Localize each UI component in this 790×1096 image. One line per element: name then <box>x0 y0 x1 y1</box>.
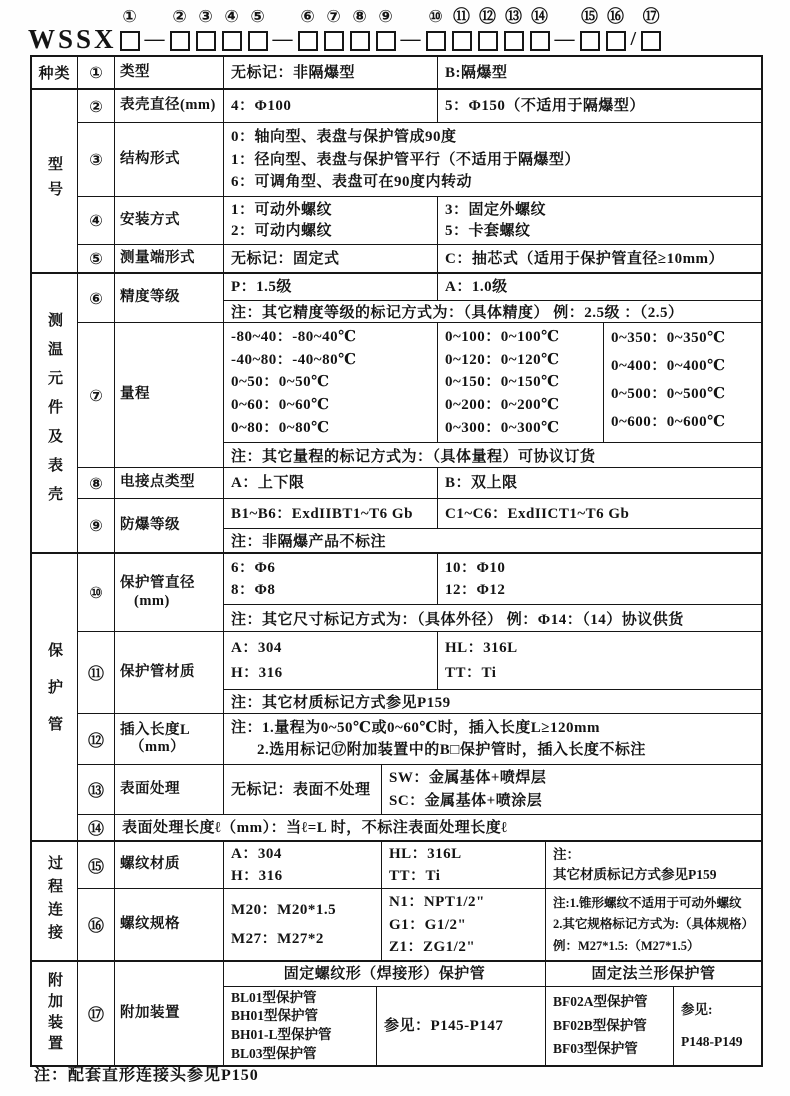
option-line: BL01型保护管 <box>231 989 317 1005</box>
option-line: N1：NPT1/2" <box>389 894 485 911</box>
code-digit-2: ② <box>172 7 187 27</box>
code-digit-4: ④ <box>224 7 239 27</box>
row-number: ⑪ <box>78 632 115 713</box>
table-row <box>78 122 761 196</box>
dash-separator: — <box>400 28 421 50</box>
table-row <box>78 962 761 1065</box>
option-line: SW：金属基体+喷焊层 <box>389 770 547 787</box>
code-unit-2 <box>167 5 193 54</box>
model-code-header <box>28 2 664 54</box>
code-digit-12: ⑫ <box>479 7 497 27</box>
row-number: ② <box>78 90 115 122</box>
option-line: 2：可动内螺纹 <box>231 223 333 240</box>
option-cell <box>224 274 438 300</box>
row-number: ⑧ <box>78 468 115 498</box>
range-line: 0~150：0~150℃ <box>445 374 560 391</box>
option-line: 5：卡套螺纹 <box>445 223 531 240</box>
table-row <box>78 274 761 322</box>
code-box-12 <box>478 31 498 51</box>
code-digit-3: ③ <box>198 7 213 27</box>
merged-cell <box>115 815 761 840</box>
field-name-text: 插入长度L <box>120 721 191 738</box>
note-cell: 注：非隔爆产品不标注 <box>224 528 761 552</box>
code-unit-4 <box>219 5 245 54</box>
option-line: M20：M20*1.5 <box>231 901 337 918</box>
code-box-10 <box>426 31 446 51</box>
subheader-cell <box>224 962 546 986</box>
table-row <box>78 57 761 88</box>
option-line: A：304 <box>231 846 282 863</box>
option-line: 8：Φ8 <box>231 582 276 599</box>
range-line: 0~100：0~100℃ <box>445 328 560 345</box>
field-name-text: 附加装置 <box>120 1004 180 1021</box>
field-name-text: 螺纹规格 <box>120 915 180 932</box>
range-line: -40~80：-40~80℃ <box>231 351 357 368</box>
note-line: 例：M27*1.5:（M27*1.5） <box>553 938 700 953</box>
section-sensing-element <box>32 272 761 552</box>
model-prefix-unit <box>28 2 117 54</box>
code-unit-16 <box>603 5 629 54</box>
code-unit-10 <box>423 5 449 54</box>
field-name <box>115 468 224 498</box>
option-cell <box>224 90 438 122</box>
table-row <box>78 467 761 498</box>
range-line: 0~500：0~500℃ <box>611 386 726 402</box>
note-cell <box>224 714 761 764</box>
option-line: C：抽芯式（适用于保护管直径≥10mm） <box>445 250 725 267</box>
field-name-text: 安装方式 <box>120 211 180 228</box>
section-model <box>32 88 761 272</box>
page-footnote: 注：配套直形连接头参见P150 <box>34 1067 259 1084</box>
code-digit-10: ⑩ <box>428 7 443 27</box>
code-unit-1 <box>117 5 143 54</box>
code-digit-16: ⑯ <box>607 7 625 27</box>
field-name <box>115 554 224 631</box>
note-line: 2.其它规格标记方式为:（具体规格） <box>553 917 755 931</box>
field-name <box>115 765 224 814</box>
option-line: 10：Φ10 <box>445 559 506 576</box>
option-cell <box>438 245 761 272</box>
model-prefix: WSSX <box>28 24 117 54</box>
code-box-1 <box>120 31 140 51</box>
option-line: BH01-L型保护管 <box>231 1027 332 1043</box>
range-line: 0~300：0~300℃ <box>445 420 560 437</box>
option-cell <box>546 987 674 1065</box>
option-cell <box>224 632 438 689</box>
option-cell <box>224 987 377 1065</box>
subheader-text: 固定螺纹形（焊接形）保护管 <box>283 966 486 982</box>
option-cell <box>438 90 761 122</box>
note-line: 表面处理长度ℓ（mm）：当ℓ=L 时，不标注表面处理长度ℓ <box>122 819 508 836</box>
option-line: 3：固定外螺纹 <box>445 201 547 218</box>
reference-cell <box>674 987 761 1065</box>
option-line: 0：轴向型、表盘与保护管成90度 <box>231 128 457 145</box>
option-cell <box>224 57 438 88</box>
group-label: 保护管 <box>32 554 78 840</box>
field-name <box>115 245 224 272</box>
row-number: ⑤ <box>78 245 115 272</box>
group-label: 测温元件及表壳 <box>32 274 78 552</box>
range-line: 0~50：0~50℃ <box>231 374 330 391</box>
table-row <box>78 814 761 840</box>
table-row <box>78 554 761 631</box>
option-cell <box>224 468 438 498</box>
row-number: ⑨ <box>78 499 115 552</box>
range-line: 0~400：0~400℃ <box>611 358 726 374</box>
option-cell <box>382 889 546 960</box>
code-digit-13: ⑬ <box>505 7 523 27</box>
table-row <box>78 196 761 244</box>
range-line: 0~80：0~80℃ <box>231 420 330 437</box>
code-digit-5: ⑤ <box>250 7 265 27</box>
code-unit-9 <box>373 5 399 54</box>
reference-text: 参见：P145-P147 <box>384 1018 504 1034</box>
row-number: ④ <box>78 197 115 244</box>
reference-cell <box>377 987 546 1065</box>
field-name <box>115 274 224 322</box>
code-digit-11: ⑪ <box>453 7 471 27</box>
group-label: 种类 <box>32 57 78 88</box>
range-line: 0~60：0~60℃ <box>231 397 330 414</box>
option-line: 6：可调角型、表盘可在90度内转动 <box>231 174 473 191</box>
code-unit-11 <box>449 5 475 54</box>
option-line: P：1.5级 <box>231 279 292 295</box>
row-number: ⑥ <box>78 274 115 322</box>
table-row <box>78 90 761 122</box>
option-line: 无标记：表面不处理 <box>231 781 371 798</box>
code-digit-9: ⑨ <box>378 7 393 27</box>
row-number: ③ <box>78 123 115 196</box>
option-cell <box>438 468 761 498</box>
code-box-13 <box>504 31 524 51</box>
field-name <box>115 57 224 88</box>
code-digit-6: ⑥ <box>300 7 315 27</box>
note-line: 2.选用标记⑰附加装置中的B□保护管时，插入长度不标注 <box>257 742 646 759</box>
note-cell: 注：其它精度等级的标记方式为：（具体精度） 例：2.5级 ：（2.5） <box>224 300 761 322</box>
option-line: TT：Ti <box>389 867 441 884</box>
note-cell: 注：其它材质标记方式参见P159 <box>224 689 761 713</box>
code-unit-3 <box>193 5 219 54</box>
code-digit-8: ⑧ <box>352 7 367 27</box>
option-cell <box>382 842 546 888</box>
code-box-5 <box>248 31 268 51</box>
range-line: 0~350：0~350℃ <box>611 330 726 346</box>
code-sep-unit <box>553 2 577 54</box>
option-line: B：双上限 <box>445 475 518 491</box>
row-number: ⑬ <box>78 765 115 814</box>
section-accessories <box>32 960 761 1065</box>
dash-separator: — <box>144 28 165 50</box>
code-digit-14: ⑭ <box>531 7 549 27</box>
range-line: -80~40：-80~40℃ <box>231 328 357 345</box>
table-row <box>78 244 761 272</box>
option-line: 1：径向型、表盘与保护管平行（不适用于隔爆型） <box>231 151 581 168</box>
option-line: A：上下限 <box>231 475 305 491</box>
option-line: BH01型保护管 <box>231 1008 319 1024</box>
note-line: 注： <box>553 846 580 862</box>
note-cell: 注：其它尺寸标记方式为：（具体外径） 例：Φ14：（14）协议供货 <box>224 604 761 631</box>
option-line: G1：G1/2" <box>389 916 467 933</box>
code-unit-8 <box>347 5 373 54</box>
group-label: 型号 <box>32 90 78 272</box>
code-box-17 <box>641 31 661 51</box>
option-cell <box>382 765 761 814</box>
field-name <box>115 499 224 552</box>
code-digit-1: ① <box>122 7 137 27</box>
group-label: 过程连接 <box>32 842 78 960</box>
option-line: SC：金属基体+喷涂层 <box>389 792 543 809</box>
option-cell <box>438 57 761 88</box>
option-line: 无标记：固定式 <box>231 250 340 267</box>
field-name-text: 测量端形式 <box>120 249 195 266</box>
note-line: 注:1.锥形螺纹不适用于可动外螺纹 <box>553 895 742 910</box>
option-cell <box>224 889 382 960</box>
code-unit-12 <box>475 5 501 54</box>
field-name-text: 表壳直径(mm) <box>120 97 216 114</box>
table-row <box>78 764 761 814</box>
code-sep-unit <box>271 2 295 54</box>
field-name-text: 量程 <box>120 386 150 403</box>
code-digit-15: ⑮ <box>581 7 599 27</box>
subheader-cell <box>546 962 761 986</box>
note-cell: 注：其它量程的标记方式为：（具体量程）可协议订货 <box>224 442 761 467</box>
option-line: BF03型保护管 <box>553 1041 638 1057</box>
code-sep-unit <box>143 2 167 54</box>
option-cell <box>438 554 761 604</box>
option-line: B1~B6：ExdIIBT1~T6 Gb <box>231 505 413 522</box>
field-name-text: 保护管直径 <box>120 575 195 592</box>
table-row <box>78 713 761 764</box>
option-line: Z1：ZG1/2" <box>389 938 476 955</box>
row-number: ⑭ <box>78 815 115 840</box>
field-name-text: （mm） <box>130 739 186 755</box>
note-cell <box>546 842 761 888</box>
code-digit-17: ⑰ <box>642 7 660 27</box>
option-line: 无标记：非隔爆型 <box>231 64 356 81</box>
section-protection-tube <box>32 552 761 840</box>
option-cell <box>224 123 761 196</box>
option-cell <box>224 197 438 244</box>
field-name-text: 类型 <box>120 63 150 80</box>
option-line: M27：M27*2 <box>231 931 324 948</box>
code-box-4 <box>222 31 242 51</box>
range-line: 0~120：0~120℃ <box>445 351 560 368</box>
code-box-14 <box>530 31 550 51</box>
section-category <box>32 57 761 88</box>
row-number: ⑮ <box>78 842 115 888</box>
reference-text: 参见: <box>681 1002 713 1018</box>
option-line: HL：316L <box>445 640 518 656</box>
option-line: BF02B型保护管 <box>553 1017 647 1033</box>
section-process-connection <box>32 840 761 960</box>
table-row <box>78 888 761 960</box>
code-box-9 <box>376 31 396 51</box>
field-name <box>115 842 224 888</box>
subheader-text: 固定法兰形保护管 <box>591 966 716 982</box>
field-name-text: 精度等级 <box>120 289 180 306</box>
row-number: ⑩ <box>78 554 115 631</box>
code-box-7 <box>324 31 344 51</box>
range-cell <box>604 323 761 442</box>
field-name <box>115 632 224 713</box>
code-sep-unit <box>629 2 639 54</box>
code-unit-5 <box>245 5 271 54</box>
field-name <box>115 714 224 764</box>
option-line: 12：Φ12 <box>445 582 506 599</box>
option-line: A：304 <box>231 640 282 656</box>
dash-separator: — <box>272 28 293 50</box>
table-row <box>78 631 761 713</box>
option-cell <box>224 245 438 272</box>
group-label: 附加装置 <box>32 962 78 1065</box>
field-name-text: 防爆等级 <box>120 516 180 533</box>
code-unit-14 <box>527 5 553 54</box>
code-box-3 <box>196 31 216 51</box>
code-box-11 <box>452 31 472 51</box>
field-name <box>115 90 224 122</box>
option-line: H：316 <box>231 665 283 681</box>
option-line: 6：Φ6 <box>231 559 276 576</box>
code-digit-7: ⑦ <box>326 7 341 27</box>
code-box-8 <box>350 31 370 51</box>
note-cell <box>546 889 761 960</box>
option-cell <box>224 842 382 888</box>
field-name-text: 保护管材质 <box>120 663 195 680</box>
option-line: 1：可动外螺纹 <box>231 201 333 218</box>
row-number: ⑫ <box>78 714 115 764</box>
table-row <box>78 322 761 467</box>
option-line: C1~C6：ExdIICT1~T6 Gb <box>445 505 630 522</box>
code-box-2 <box>170 31 190 51</box>
option-cell <box>438 197 761 244</box>
code-unit-6 <box>295 5 321 54</box>
option-line: BF02A型保护管 <box>553 994 648 1010</box>
range-line: 0~600：0~600℃ <box>611 414 726 430</box>
field-name-text: 螺纹材质 <box>120 856 180 873</box>
note-line: 注：1.量程为0~50℃或0~60℃时，插入长度L≥120mm <box>231 719 601 736</box>
option-line: 4：Φ100 <box>231 98 292 114</box>
field-name-text: 结构形式 <box>120 150 180 167</box>
option-cell <box>438 499 761 528</box>
code-unit-15 <box>577 5 603 54</box>
row-number: ① <box>78 57 115 88</box>
range-line: 0~200：0~200℃ <box>445 397 560 414</box>
option-line: BL03型保护管 <box>231 1046 317 1062</box>
option-cell <box>438 632 761 689</box>
range-cell <box>224 323 438 442</box>
option-line: 5：Φ150（不适用于隔爆型） <box>445 98 645 114</box>
field-name <box>115 123 224 196</box>
row-number: ⑦ <box>78 323 115 467</box>
dash-separator: — <box>554 28 575 50</box>
option-line: H：316 <box>231 867 283 884</box>
table-row <box>78 842 761 888</box>
field-name <box>115 197 224 244</box>
option-line: B:隔爆型 <box>445 64 508 81</box>
code-box-16 <box>606 31 626 51</box>
code-sep-unit <box>399 2 423 54</box>
slash-separator: / <box>630 28 637 50</box>
option-cell <box>224 554 438 604</box>
table-row <box>78 498 761 552</box>
field-name-text: (mm) <box>134 592 170 609</box>
row-number: ⑰ <box>78 962 115 1065</box>
field-name-text: 表面处理 <box>120 780 180 797</box>
model-selection-table <box>30 55 763 1067</box>
code-unit-17 <box>638 5 664 54</box>
code-box-15 <box>580 31 600 51</box>
field-name <box>115 962 224 1065</box>
option-line: TT：Ti <box>445 665 497 681</box>
field-name-text: 电接点类型 <box>120 474 195 491</box>
code-box-6 <box>298 31 318 51</box>
option-cell <box>224 765 382 814</box>
option-line: A：1.0级 <box>445 279 508 295</box>
code-unit-7 <box>321 5 347 54</box>
option-cell <box>224 499 438 528</box>
row-number: ⑯ <box>78 889 115 960</box>
code-unit-13 <box>501 5 527 54</box>
note-line: 其它材质标记方式参见P159 <box>553 867 717 883</box>
option-line: HL：316L <box>389 846 462 863</box>
option-cell <box>438 274 761 300</box>
field-name <box>115 323 224 467</box>
range-cell <box>438 323 604 442</box>
reference-text: P148-P149 <box>681 1033 743 1049</box>
field-name <box>115 889 224 960</box>
